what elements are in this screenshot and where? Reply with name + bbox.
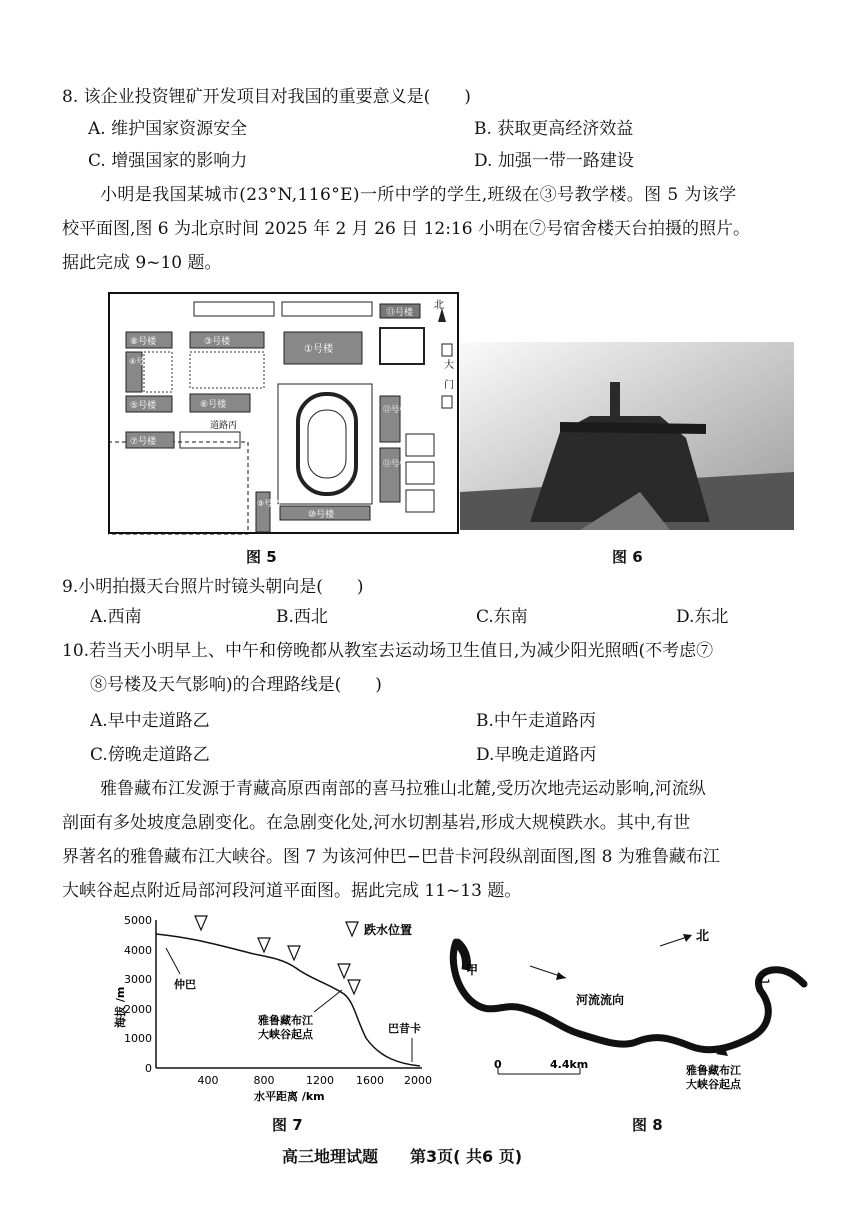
y-tick: 2000 [124, 1003, 152, 1016]
y-tick: 1000 [124, 1032, 152, 1045]
q9-option-a: A.西南 [90, 607, 142, 627]
fig7-caption: 图 7 [272, 1116, 303, 1134]
x-tick: 800 [253, 1074, 275, 1087]
gate-label: 大 [444, 360, 454, 371]
waterfall-marker-icon [288, 946, 300, 960]
q9-option-c: C.东南 [476, 607, 528, 627]
waterfall-marker-icon [348, 980, 360, 994]
legend-label: 跌水位置 [364, 923, 413, 937]
label-canyon-start: 雅鲁藏布江 [258, 1014, 313, 1027]
building-7: ⑦号楼 [130, 437, 157, 447]
passage2-line: 界著名的雅鲁藏布江大峡谷。图 7 为该河仲巴−巴昔卡河段纵剖面图,图 8 为雅鲁藏布江 [62, 847, 720, 867]
building-6: ⑥号楼 [200, 400, 227, 410]
building-5: ⑤号楼 [130, 401, 157, 411]
road-label: 道路丙 [210, 421, 238, 431]
q8-stem: 8. 该企业投资锂矿开发项目对我国的重要意义是( ) [62, 87, 471, 107]
school-plan-map [108, 292, 460, 536]
page-footer: 高三地理试题 第3页( 共6 页) [282, 1147, 523, 1166]
q10-stem: 10.若当天小明早上、中午和傍晚都从教室去运动场卫生值日,为减少阳光照晒(不考虑⑦ [62, 641, 714, 661]
y-tick: 4000 [124, 944, 152, 957]
building-11: ⑪号楼 [383, 459, 407, 468]
waterfall-marker-icon [258, 938, 270, 952]
svg-text:大峡谷起点: 大峡谷起点 [686, 1078, 741, 1091]
building-1: ①号楼 [304, 344, 333, 355]
q8-option-b: B. 获取更高经济效益 [474, 119, 634, 139]
q10-stem-cont: ⑧号楼及天气影响)的合理路线是( ) [90, 675, 382, 695]
passage2-line: 大峡谷起点附近局部河段河道平面图。据此完成 11~13 题。 [62, 881, 522, 901]
passage2-line: 剖面有多处坡度急剧变化。在急剧变化处,河水切割基岩,形成大规模跌水。其中,有世 [62, 813, 691, 833]
label-yi: 乙 [758, 971, 771, 985]
q10-option-d: D.早晚走道路丙 [476, 745, 597, 765]
x-tick: 2000 [404, 1074, 432, 1087]
fig5-caption: 图 5 [246, 548, 277, 566]
label-canyon-start: 雅鲁藏布江 [686, 1064, 741, 1077]
fig8-caption: 图 8 [632, 1116, 663, 1134]
passage1-line: 校平面图,图 6 为北京时间 2025 年 2 月 26 日 12:16 小明在⑦号宿舍楼天台拍摄的照片。 [62, 219, 750, 239]
y-tick: 3000 [124, 973, 152, 986]
x-tick: 400 [197, 1074, 219, 1087]
scale-zero: 0 [494, 1058, 502, 1071]
scale-distance: 4.4km [550, 1058, 589, 1071]
x-tick: 1200 [306, 1074, 334, 1087]
passage2-line: 雅鲁藏布江发源于青藏高原西南部的喜马拉雅山北麓,受历次地壳运动影响,河流纵 [100, 779, 706, 799]
river-channel [453, 942, 804, 1050]
svg-text:门: 门 [444, 380, 454, 391]
passage1-line: 小明是我国某城市(23°N,116°E)一所中学的学生,班级在③号教学楼。图 5 为该学 [100, 185, 737, 205]
flow-label: 河流流向 [576, 993, 625, 1007]
passage1-line: 据此完成 9~10 题。 [62, 253, 222, 273]
q10-option-b: B.中午走道路丙 [476, 711, 596, 731]
waterfall-marker-icon [338, 964, 350, 978]
fig6-caption: 图 6 [612, 548, 643, 566]
legend-waterfall-icon [346, 922, 358, 936]
building-13: ⑬号楼 [386, 308, 414, 318]
q9-stem: 9.小明拍摄天台照片时镜头朝向是( ) [62, 577, 364, 597]
y-tick: 5000 [124, 914, 152, 927]
building-12: ⑫号楼 [383, 405, 407, 414]
y-tick: 0 [145, 1062, 152, 1075]
waterfall-marker-icon [195, 916, 207, 930]
label-zhongba: 仲巴 [174, 978, 196, 991]
building-3: ③号楼 [204, 337, 231, 347]
svg-text:大峡谷起点: 大峡谷起点 [258, 1028, 313, 1041]
label-jia: 甲 [466, 963, 479, 977]
q8-option-d: D. 加强一带一路建设 [474, 151, 634, 171]
river-profile-chart [104, 908, 440, 1108]
north-label: 北 [696, 929, 710, 944]
q9-option-b: B.西北 [276, 607, 328, 627]
building-9: ⑨号楼 [257, 499, 281, 508]
q10-option-c: C.傍晚走道路乙 [90, 745, 210, 765]
q8-option-c: C. 增强国家的影响力 [88, 151, 248, 171]
q8-option-a: A. 维护国家资源安全 [88, 119, 248, 139]
label-baxika: 巴昔卡 [388, 1022, 421, 1035]
svg-text:北: 北 [434, 300, 444, 311]
river-channel-map [440, 918, 820, 1098]
q10-option-a: A.早中走道路乙 [90, 711, 210, 731]
q9-option-d: D.东北 [676, 607, 729, 627]
building-8: ⑧号楼 [130, 337, 157, 347]
x-axis-label: 水平距离 /km [254, 1090, 325, 1103]
y-axis-label: 海拔 /m [114, 986, 127, 1028]
building-4: ④号楼 [129, 357, 153, 366]
rooftop-photo [460, 342, 794, 530]
building-10: ⑩号楼 [308, 510, 335, 520]
x-tick: 1600 [356, 1074, 384, 1087]
profile-line [156, 934, 420, 1066]
